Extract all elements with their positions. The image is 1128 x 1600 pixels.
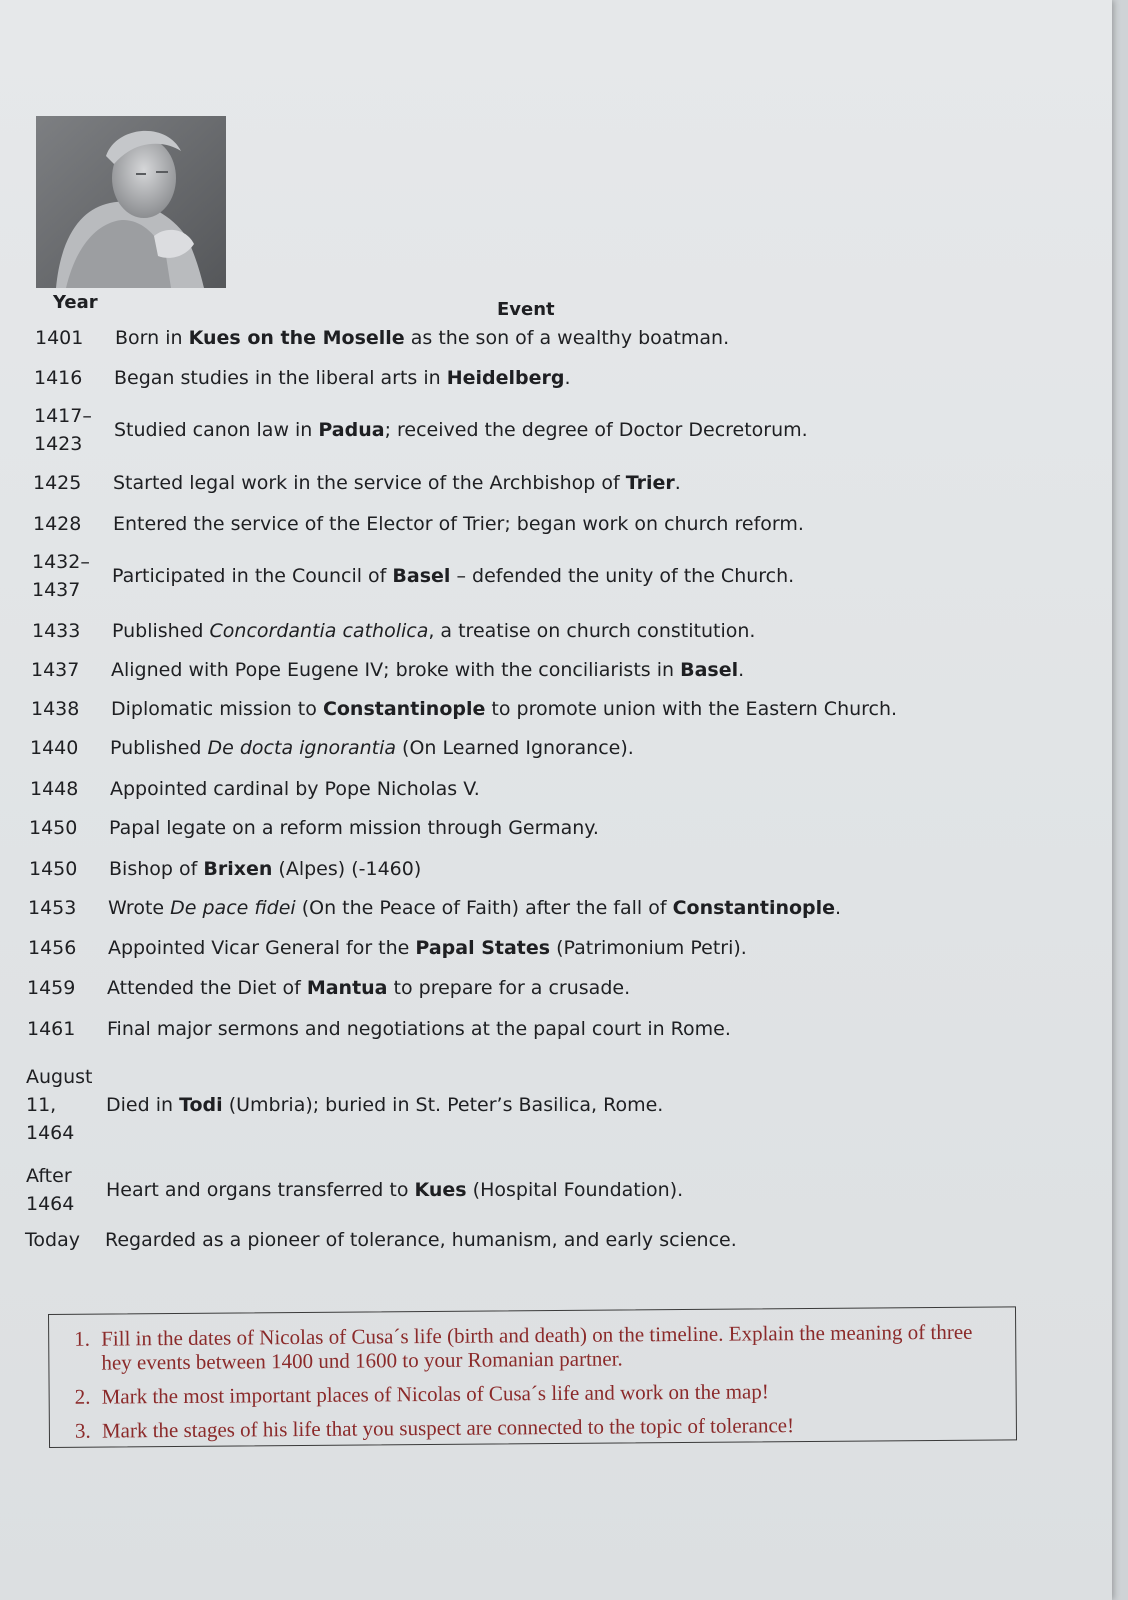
timeline-event [112, 617, 755, 645]
event-text: ; received the degree of Doctor Decretorum. [384, 419, 808, 441]
event-text: Diplomatic mission to [111, 698, 323, 720]
timeline-year: Today [25, 1229, 80, 1251]
task-box [48, 1306, 1017, 1448]
timeline-event [109, 814, 599, 842]
event-text: , a treatise on church constitution. [428, 620, 756, 642]
event-text: Started legal work in the service of the Archbishop of [113, 472, 626, 494]
event-text: Attended the Diet of [107, 977, 307, 999]
event-place-bold: Trier [625, 472, 675, 494]
year-column-header: Year [53, 292, 98, 313]
timeline-year: 1425 [33, 472, 82, 494]
timeline-event [110, 775, 480, 803]
timeline-year: 1432– 1437 [32, 551, 90, 601]
event-text: . [738, 659, 745, 681]
event-text: Entered the service of the Elector of Trier; began work on church reform. [113, 513, 804, 535]
timeline-year: 1438 [31, 698, 80, 720]
event-place-bold: Kues [414, 1179, 467, 1201]
timeline-year: 1461 [27, 1018, 76, 1040]
timeline-year: 1450 [29, 858, 78, 880]
event-place-bold: Papal States [415, 937, 551, 959]
event-text: Bishop of [109, 858, 204, 880]
timeline-event [114, 416, 808, 444]
event-place-bold: Constantinople [672, 897, 836, 919]
event-text: (Alpes) (-1460) [272, 858, 422, 880]
event-place-bold: Kues on the Moselle [188, 327, 405, 349]
timeline-event [112, 562, 794, 590]
event-text: (Umbria); buried in St. Peter’s Basilica, Rome. [222, 1094, 664, 1116]
event-place-bold: Brixen [203, 858, 273, 880]
timeline-year: 1401 [35, 327, 84, 349]
event-text: (On Learned Ignorance). [396, 737, 634, 759]
event-text: Regarded as a pioneer of tolerance, humanism, and early science. [105, 1229, 737, 1251]
event-text: Participated in the Council of [112, 565, 393, 587]
event-text: to promote union with the Eastern Church. [485, 698, 898, 720]
event-text: as the son of a wealthy boatman. [404, 327, 730, 349]
event-place-bold: Todi [179, 1094, 223, 1116]
timeline-event [111, 656, 744, 684]
event-text: – defended the unity of the Church. [450, 565, 795, 587]
event-text: (Hospital Foundation). [466, 1179, 684, 1201]
event-text: to prepare for a crusade. [387, 977, 631, 999]
timeline-year: 1416 [34, 367, 83, 389]
timeline-event [108, 894, 841, 922]
timeline-event [107, 974, 630, 1002]
event-work-title: De docta ignorantia [207, 737, 397, 759]
timeline-event [108, 934, 747, 962]
event-column-header: Event [497, 299, 555, 320]
task-list [49, 1307, 1016, 1443]
event-text: Appointed cardinal by Pope Nicholas V. [110, 778, 480, 800]
timeline-event [107, 1015, 731, 1043]
event-place-bold: Mantua [306, 977, 388, 999]
event-text: (Patrimonium Petri). [550, 937, 747, 959]
event-text: Began studies in the liberal arts in [114, 367, 447, 389]
timeline-year: 1437 [31, 659, 80, 681]
task-item: 2. Mark the most important places of Nicolas of Cusa´s life and work on the map! [96, 1378, 996, 1409]
timeline-event [110, 734, 634, 762]
timeline-event [106, 1176, 683, 1204]
timeline-year: 1417– 1423 [34, 405, 92, 455]
event-text: Died in [106, 1094, 180, 1116]
timeline-year: 1456 [28, 937, 77, 959]
event-text: (On the Peace of Faith) after the fall of [295, 897, 673, 919]
event-text: Aligned with Pope Eugene IV; broke with the conciliarists in [111, 659, 681, 681]
event-text: Wrote [108, 897, 171, 919]
event-place-bold: Constantinople [322, 698, 486, 720]
timeline-event [109, 855, 421, 883]
timeline-year: 1450 [29, 817, 78, 839]
event-work-title: De pace fidei [170, 897, 296, 919]
event-text: Published [112, 620, 210, 642]
timeline-event [105, 1226, 737, 1254]
timeline-event [115, 324, 729, 352]
event-text: Published [110, 737, 208, 759]
event-text: . [835, 897, 842, 919]
event-text: Studied canon law in [114, 419, 319, 441]
timeline-year: 1440 [30, 737, 79, 759]
timeline-year: 1459 [27, 977, 76, 999]
task-item: 1. Fill in the dates of Nicolas of Cusa´s life (birth and death) on the timeline. Explain the meaning of three hey events between 1400 und 1600 to your Romanian partner. [95, 1320, 995, 1375]
event-work-title: Concordantia catholica [209, 620, 429, 642]
timeline-event [111, 695, 897, 723]
event-text: Final major sermons and negotiations at the papal court in Rome. [107, 1018, 731, 1040]
timeline-event [106, 1091, 663, 1119]
timeline-year: 1453 [28, 897, 77, 919]
event-text: Appointed Vicar General for the [108, 937, 416, 959]
event-text: . [674, 472, 681, 494]
event-text: . [564, 367, 571, 389]
timeline-year: After 1464 [26, 1165, 75, 1215]
event-place-bold: Heidelberg [446, 367, 565, 389]
task-item: 3. Mark the stages of his life that you suspect are connected to the topic of tolerance! [96, 1412, 996, 1443]
timeline-year: August 11, 1464 [26, 1066, 93, 1144]
timeline-event [113, 469, 681, 497]
event-place-bold: Basel [392, 565, 451, 587]
timeline-year: 1448 [30, 778, 79, 800]
timeline-event [113, 510, 804, 538]
timeline-year: 1428 [33, 513, 82, 535]
event-text: Papal legate on a reform mission through Germany. [109, 817, 599, 839]
event-text: Born in [115, 327, 189, 349]
event-place-bold: Basel [680, 659, 739, 681]
timeline-event [114, 364, 571, 392]
event-text: Heart and organs transferred to [106, 1179, 415, 1201]
timeline-year: 1433 [32, 620, 81, 642]
event-place-bold: Padua [318, 419, 385, 441]
